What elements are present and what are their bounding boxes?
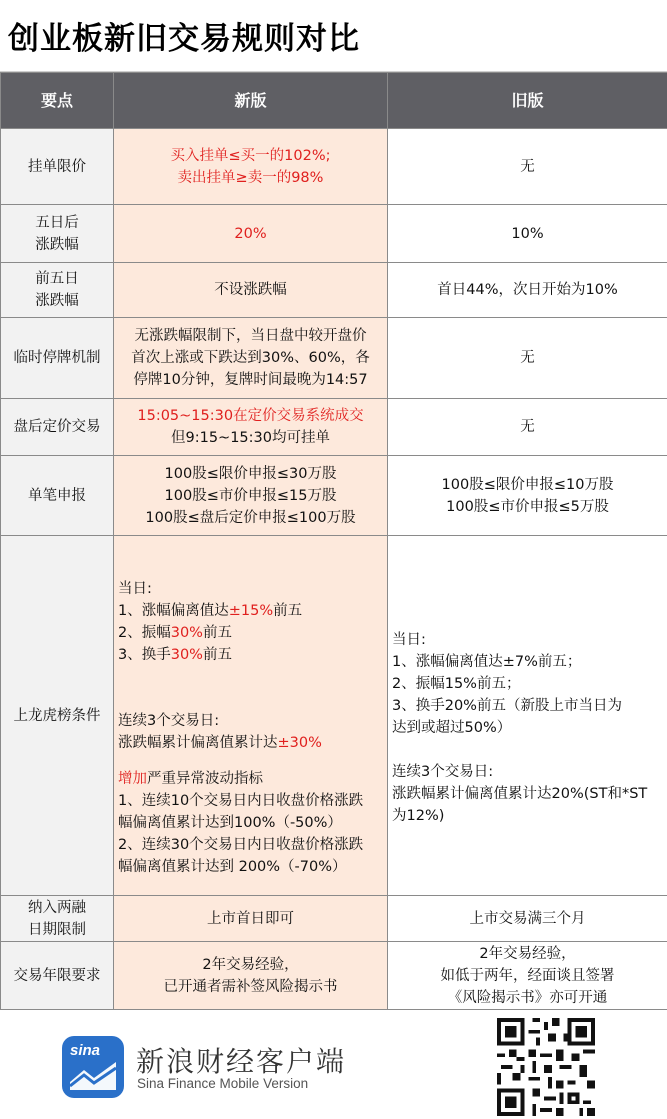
brand-name-cn: 新浪财经客户端: [136, 1045, 347, 1078]
spacer: [118, 666, 383, 688]
row-new: [114, 456, 388, 536]
logo-word: sina: [70, 1042, 101, 1059]
row-new: [114, 942, 388, 1010]
row-old-line: 100股≤限价申报≤10万股: [441, 476, 614, 493]
row-new-line: 已开通者需补签风险揭示书: [163, 978, 338, 995]
row-new-line: 买入挂单≤买一的102%;: [170, 147, 331, 164]
dragon-new-s2: 2、连续30个交易日内日收盘价格涨跌: [118, 836, 364, 853]
dragon-old-line1: 1、涨幅偏离值达±7%前五；: [392, 653, 582, 670]
dragon-old-three: 连续3个交易日:: [392, 763, 494, 780]
row-key-line: 涨跌幅: [35, 236, 79, 253]
row-new: [114, 129, 388, 205]
text-part: 涨跌幅累计偏离值累计达: [118, 734, 278, 751]
header-new: 新版: [114, 73, 388, 129]
row-old: 无: [388, 399, 667, 456]
sina-finance-logo-icon: [62, 1036, 124, 1098]
table-row: [1, 205, 667, 263]
table-row: [1, 456, 667, 536]
row-new-line: 停牌10分钟，复牌时间最晚为14:57: [133, 372, 368, 388]
row-new: 不设涨跌幅: [114, 263, 388, 318]
table-row: [1, 318, 667, 399]
header-key: 要点: [1, 73, 114, 129]
row-key: [1, 205, 114, 263]
table-header-row: [1, 73, 667, 129]
text-part: 前五: [273, 602, 303, 619]
row-key: 单笔申报: [1, 456, 114, 536]
row-old: 首日44%，次日开始为10%: [388, 263, 667, 318]
text-part: 1、涨幅偏离值达: [118, 602, 229, 619]
brand-name-en: Sina Finance Mobile Version: [137, 1076, 309, 1091]
row-new-line: 2年交易经验，: [202, 956, 299, 973]
row-new: [114, 318, 388, 399]
qr-code-icon: [497, 1018, 595, 1116]
text-part: 严重异常波动指标: [147, 770, 263, 787]
text-part: 3、换手: [118, 646, 171, 663]
highlight-part: ±30%: [277, 734, 322, 751]
row-key-line: 纳入两融: [28, 899, 86, 916]
table-row: [1, 896, 667, 942]
table-row: [1, 536, 667, 896]
row-old: 无: [388, 318, 667, 399]
text-part: 前五: [202, 646, 232, 663]
table-row: [1, 129, 667, 205]
comparison-table: [0, 72, 667, 1010]
row-new: [114, 536, 388, 896]
row-old: 10%: [388, 205, 667, 263]
row-new: [114, 399, 388, 456]
highlight-part: 30%: [170, 646, 203, 663]
spacer: [118, 688, 383, 710]
row-new-line: 100股≤盘后定价申报≤100万股: [145, 509, 356, 526]
row-key: 交易年限要求: [1, 942, 114, 1010]
dragon-new-add: [118, 768, 383, 790]
row-key-line: 日期限制: [28, 921, 86, 938]
dragon-new-s1: 1、连续10个交易日内日收盘价格涨跌: [118, 792, 364, 809]
row-new: 上市首日即可: [114, 896, 388, 942]
dragon-old-line3: 3、换手20%前五（新股上市当日为: [392, 697, 622, 714]
row-key: [1, 263, 114, 318]
row-new-line: 无涨跌幅限制下，当日盘中较开盘价: [134, 328, 367, 344]
row-old: 上市交易满三个月: [388, 896, 667, 942]
row-old-line: 2年交易经验，: [479, 945, 576, 962]
row-key: 上龙虎榜条件: [1, 536, 114, 896]
dragon-new-s1: 幅偏离值累计达到100%（-50%）: [118, 814, 342, 831]
dragon-old-line2: 2、振幅15%前五；: [392, 675, 521, 692]
dragon-new-line1: [118, 600, 383, 622]
dragon-old-line3: 达到或超过50%）: [392, 719, 512, 736]
row-new-line: 100股≤市价申报≤15万股: [164, 487, 337, 504]
row-old-line: 100股≤市价申报≤5万股: [446, 498, 609, 515]
row-old: [388, 942, 667, 1010]
row-new-line: 但9:15~15:30均可挂单: [171, 430, 330, 446]
dragon-new-s2: 幅偏离值累计达到 200%（-70%）: [118, 858, 347, 875]
dragon-new-cum: [118, 732, 383, 754]
row-new: 20%: [114, 205, 388, 263]
row-new-line: 100股≤限价申报≤30万股: [164, 465, 337, 482]
dragon-new-line3: [118, 644, 383, 666]
logo-wave-icon: [70, 1062, 116, 1090]
table-row: [1, 263, 667, 318]
dragon-new-line2: [118, 622, 383, 644]
row-key: [1, 896, 114, 942]
dragon-new-day: 当日:: [118, 580, 152, 597]
row-key: 临时停牌机制: [1, 318, 114, 399]
row-key: 盘后定价交易: [1, 399, 114, 456]
highlight-part: ±15%: [228, 602, 274, 619]
spacer: [118, 754, 383, 768]
highlight-part: 增加: [118, 770, 147, 787]
dragon-old-cum: 涨跌幅累计偏离值累计达20%(ST和*ST: [392, 785, 648, 802]
row-new-line: 首次上涨或下跌达到30%、60%，各: [131, 350, 370, 366]
row-old-line: 如低于两年，经面谈且签署: [440, 967, 615, 984]
row-old: [388, 456, 667, 536]
header-old: 旧版: [388, 73, 667, 129]
row-old-line: 《风险揭示书》亦可开通: [447, 989, 608, 1006]
row-old: [388, 536, 667, 896]
page-title: 创业板新旧交易规则对比: [0, 0, 667, 72]
row-new-line: 卖出挂单≥卖一的98%: [177, 169, 324, 186]
highlight-part: 30%: [170, 624, 203, 641]
row-new-line: 15:05~15:30在定价交易系统成交: [137, 408, 364, 424]
row-key-line: 涨跌幅: [35, 293, 79, 309]
spacer: [392, 739, 663, 761]
row-key-line: 前五日: [35, 271, 79, 287]
table-row: [1, 399, 667, 456]
row-key-line: 五日后: [35, 214, 79, 231]
text-part: 前五: [202, 624, 232, 641]
footer-banner: [0, 1010, 667, 1119]
dragon-new-three: 连续3个交易日:: [118, 712, 220, 729]
dragon-old-cum: 为12%): [392, 807, 445, 824]
dragon-old-day: 当日:: [392, 631, 426, 648]
table-row: [1, 942, 667, 1010]
text-part: 2、振幅: [118, 624, 171, 641]
row-old: 无: [388, 129, 667, 205]
row-key: 挂单限价: [1, 129, 114, 205]
